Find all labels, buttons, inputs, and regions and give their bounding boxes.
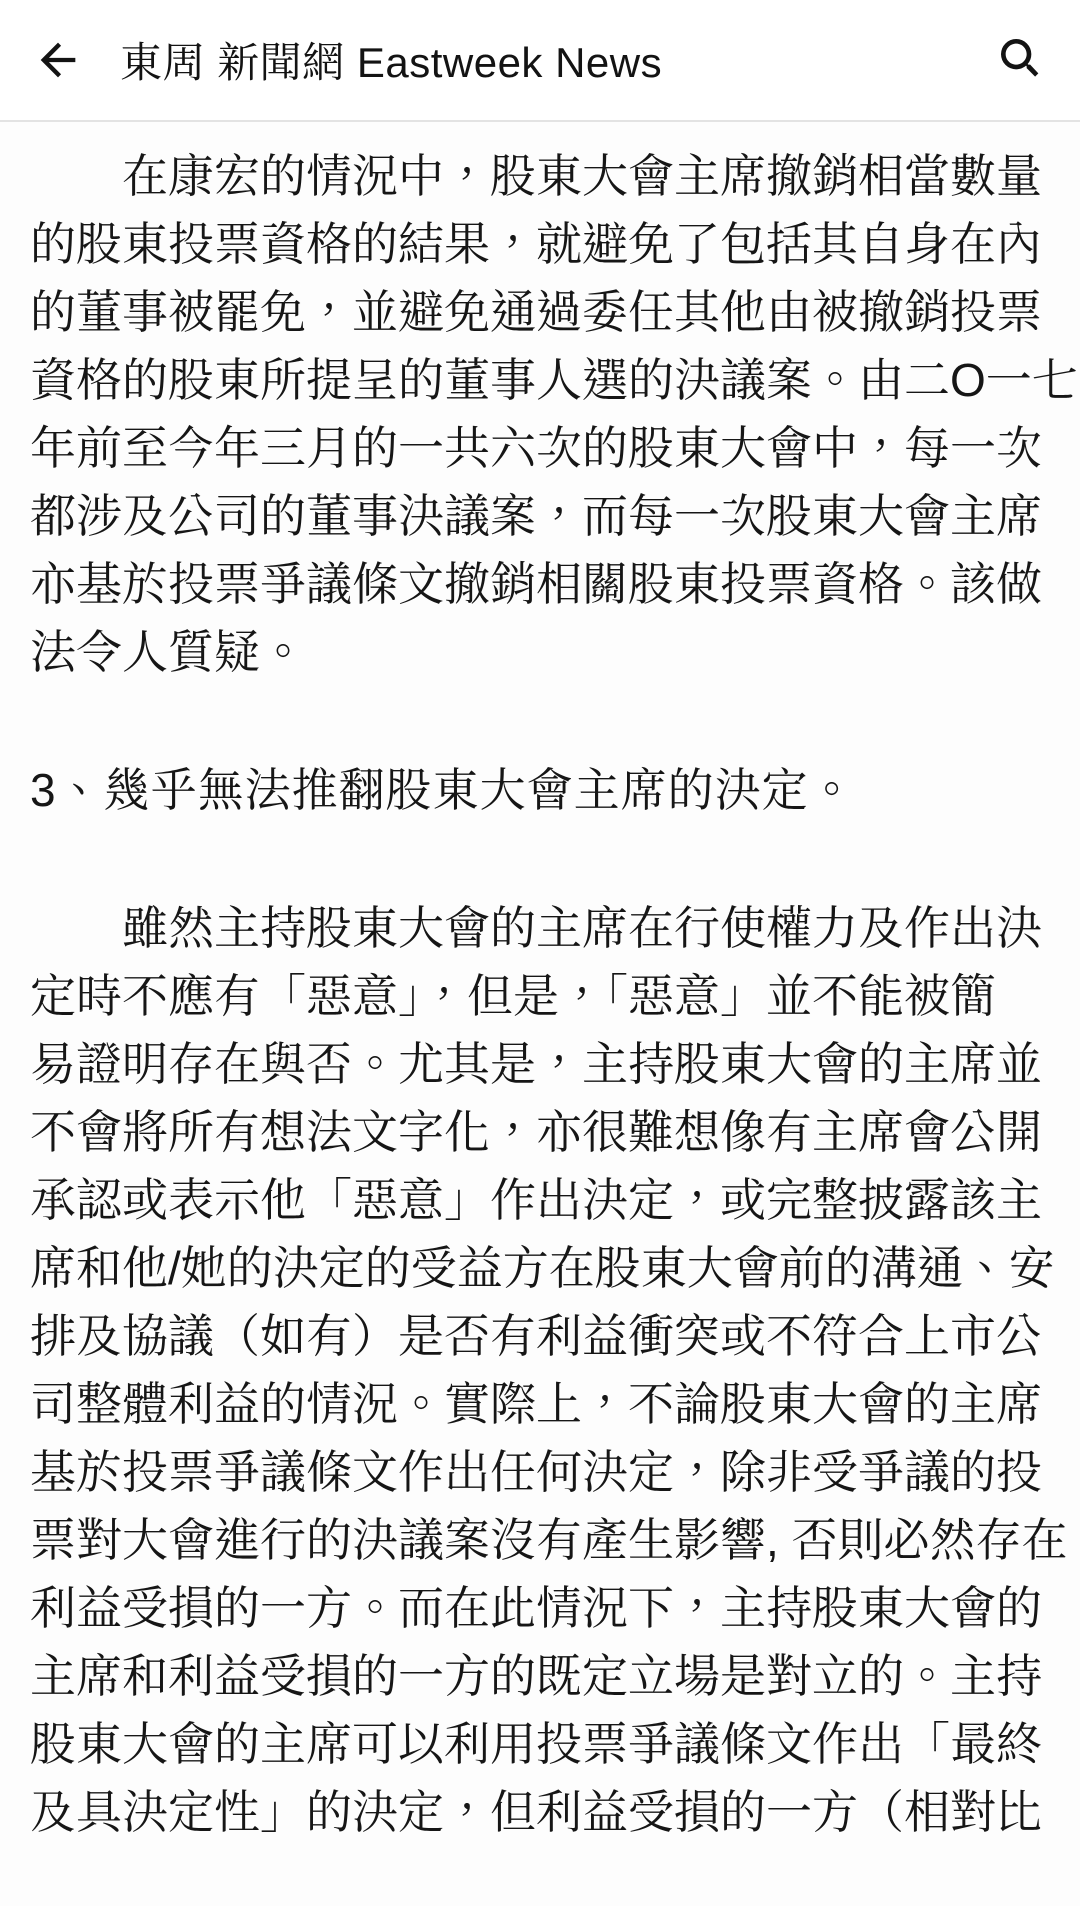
text-line: 法令人質疑。 [30,626,306,678]
text-line: 席和他/她的決定的受益方在股東大會前的溝通、安 [30,1242,1055,1294]
section-heading [30,756,1050,824]
text-line: 主席和利益受損的一方的既定立場是對立的。主持 [30,1650,1042,1702]
search-icon [994,32,1050,88]
text-line: 在康宏的情況中，股東大會主席撤銷相當數量 [122,150,1042,202]
article-paragraphs [30,142,1078,1846]
text-line: 亦基於投票爭議條文撤銷相關股東投票資格。該做 [30,558,1042,610]
text-line: 司整體利益的情況。實際上，不論股東大會的主席 [30,1378,1042,1430]
text-line: 承認或表示他「惡意」作出決定，或完整披露該主 [30,1174,1042,1226]
text-line: 3、幾乎無法推翻股東大會主席的決定。 [30,764,856,816]
text-line: 的董事被罷免，並避免通過委任其他由被撤銷投票 [30,286,1042,338]
text-line: 利益受損的一方。而在此情況下，主持股東大會的 [30,1582,1042,1634]
text-line: 股東大會的主席可以利用投票爭議條文作出「最終 [30,1718,1042,1770]
text-line: 易證明存在與否。尤其是，主持股東大會的主席並 [30,1038,1042,1090]
text-line: 票對大會進行的決議案沒有產生影響, 否則必然存在 [30,1514,1068,1566]
back-button[interactable] [30,32,86,88]
arrow-left-icon [32,34,84,86]
article-body [0,122,1080,1846]
search-button[interactable] [994,32,1050,88]
app-bar [0,0,1080,122]
text-line: 雖然主持股東大會的主席在行使權力及作出決 [122,902,1042,954]
text-line: 的股東投票資格的結果，就避免了包括其自身在內 [30,218,1042,270]
article-paragraph [30,894,1068,1846]
text-line: 基於投票爭議條文作出任何決定，除非受爭議的投 [30,1446,1042,1498]
app-bar-title: 東周 新聞網 Eastweek News [120,39,663,86]
article-paragraph [30,142,1078,686]
text-line: 排及協議（如有）是否有利益衝突或不符合上市公 [30,1310,1042,1362]
text-line: 年前至今年三月的一共六次的股東大會中，每一次 [30,422,1042,474]
text-line: 都涉及公司的董事決議案，而每一次股東大會主席 [30,490,1042,542]
text-line: 定時不應有「惡意」，但是，「惡意」並不能被簡 [30,970,996,1022]
text-line: 資格的股東所提呈的董事人選的決議案。由二O一七 [30,354,1078,406]
text-line: 不會將所有想法文字化，亦很難想像有主席會公開 [30,1106,1042,1158]
text-line: 及具決定性」的決定，但利益受損的一方（相對比 [30,1786,1042,1838]
